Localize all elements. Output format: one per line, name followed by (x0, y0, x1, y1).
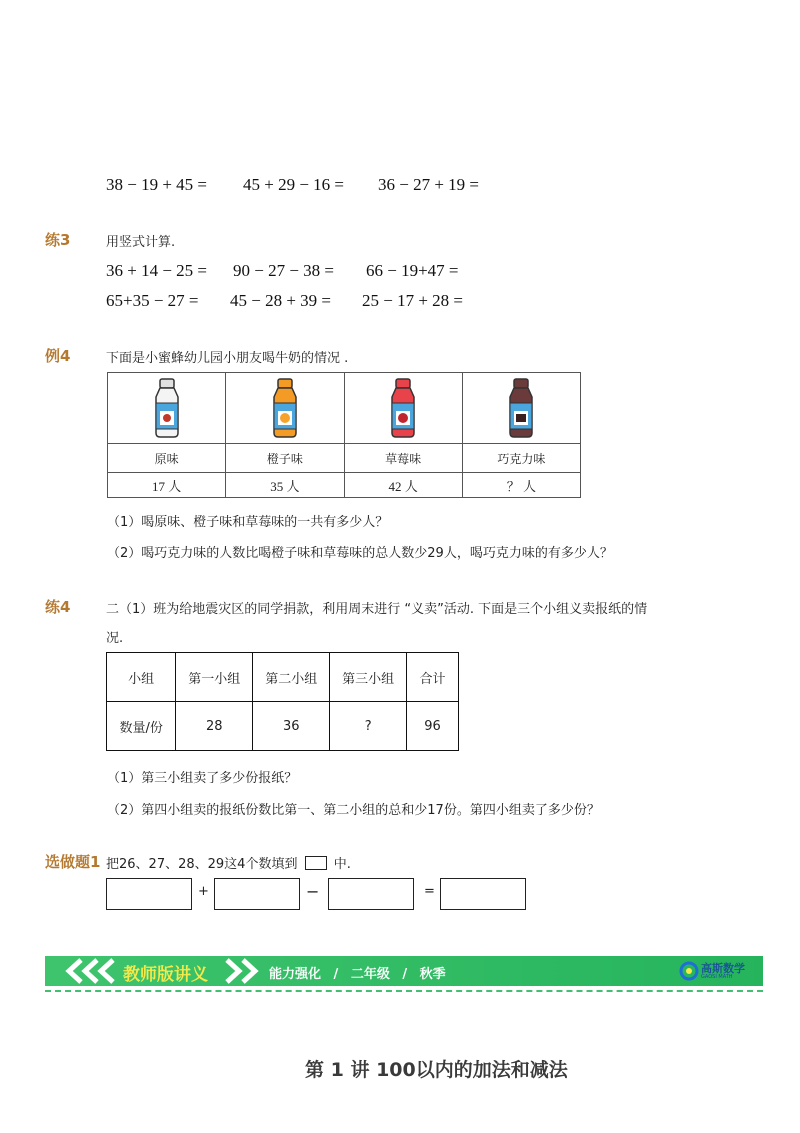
left-chevrons-icon (59, 958, 119, 984)
practice-4-intro-line-2: 况. (106, 631, 124, 646)
table-header: 第二小组 (253, 653, 330, 702)
plus-sign: + (198, 884, 209, 899)
banner-dashed-divider (45, 990, 763, 992)
ex3-eq-2: 90 − 27 − 38 = (233, 261, 335, 280)
newspaper-sales-table (106, 652, 459, 751)
table-cell: 36 (253, 702, 330, 751)
crumb-separator: / (402, 967, 408, 982)
table-header: 第一小组 (176, 653, 253, 702)
lesson-title: 第 1 讲 100以内的加法和减法 (305, 1059, 568, 1081)
optional-text-before: 把26、27、28、29这4个数填到 (106, 857, 298, 872)
equals-sign: = (424, 884, 435, 899)
orange-milk-bottle-icon (268, 377, 302, 439)
top-equation-2: 45 + 29 − 16 = (243, 175, 345, 194)
crumb-grade: 二年级 (350, 967, 390, 982)
milk-table (107, 372, 581, 498)
milk-pic-cell (108, 373, 226, 444)
crumb-ability: 能力强化 (269, 967, 322, 982)
ex3-eq-6: 25 − 17 + 28 = (362, 291, 464, 310)
answer-box-3[interactable] (328, 878, 414, 910)
milk-count: ？ 人 (462, 473, 580, 498)
optional-question-text (106, 853, 351, 872)
banner-breadcrumb (269, 963, 446, 982)
optional-question-label: 选做题1 (45, 853, 101, 871)
milk-count: 42 人 (344, 473, 462, 498)
top-equation-1: 38 − 19 + 45 = (106, 175, 208, 194)
ex3-eq-3: 66 − 19+47 = (366, 261, 459, 280)
answer-box-2[interactable] (214, 878, 300, 910)
ex3-eq-1: 36 + 14 − 25 = (106, 261, 208, 280)
table-cell: 数量/份 (107, 702, 176, 751)
answer-box-1[interactable] (106, 878, 192, 910)
chocolate-milk-bottle-icon (504, 377, 538, 439)
milk-count: 35 人 (226, 473, 344, 498)
example-4-label: 例4 (45, 347, 71, 365)
table-cell: 96 (407, 702, 459, 751)
milk-pic-cell (344, 373, 462, 444)
footer-banner (45, 956, 763, 986)
example-4-question-2: （2）喝巧克力味的人数比喝橙子味和草莓味的总人数少29人，喝巧克力味的有多少人？ (107, 546, 613, 561)
plain-milk-bottle-icon (150, 377, 184, 439)
milk-pic-cell (226, 373, 344, 444)
milk-pic-cell (462, 373, 580, 444)
exercise-3-instruction: 用竖式计算. (106, 235, 176, 250)
answer-box-4[interactable] (440, 878, 526, 910)
empty-box-icon (305, 856, 327, 870)
example-4-question-1: （1）喝原味、橙子味和草莓味的一共有多少人？ (107, 515, 389, 530)
table-header: 第三小组 (330, 653, 407, 702)
exercise-3-label: 练3 (45, 231, 71, 249)
strawberry-milk-bottle-icon (386, 377, 420, 439)
ex3-eq-4: 65+35 − 27 = (106, 291, 199, 310)
milk-name: 草莓味 (344, 444, 462, 473)
brand-name: 高斯数学 (701, 962, 745, 975)
table-header: 小组 (107, 653, 176, 702)
milk-count: 17 人 (108, 473, 226, 498)
table-cell: ? (330, 702, 407, 751)
milk-name: 橙子味 (226, 444, 344, 473)
top-equation-3: 36 − 27 + 19 = (378, 175, 480, 194)
milk-name: 巧克力味 (462, 444, 580, 473)
crumb-season: 秋季 (419, 967, 446, 982)
brand-subtitle: GAOSI MATH (701, 974, 733, 980)
table-cell: 28 (176, 702, 253, 751)
gaosi-logo-icon (679, 961, 699, 981)
crumb-separator: / (333, 967, 339, 982)
right-chevrons-icon (221, 958, 267, 984)
optional-text-after: 中. (333, 857, 351, 872)
ex3-eq-5: 45 − 28 + 39 = (230, 291, 332, 310)
practice-4-question-2: （2）第四小组卖的报纸份数比第一、第二小组的总和少17份。第四小组卖了多少份？ (107, 803, 600, 818)
example-4-intro: 下面是小蜜蜂幼儿园小朋友喝牛奶的情况 . (106, 351, 349, 366)
table-header: 合计 (407, 653, 459, 702)
practice-4-intro-line-1: 二（1）班为给地震灾区的同学捐款，利用周末进行 “义卖”活动. 下面是三个小组义卖报纸的情 (106, 602, 648, 617)
banner-title: 教师版讲义 (123, 965, 208, 985)
milk-name: 原味 (108, 444, 226, 473)
practice-4-label: 练4 (45, 598, 71, 616)
practice-4-question-1: （1）第三小组卖了多少份报纸？ (107, 771, 298, 786)
minus-sign: − (306, 882, 320, 901)
